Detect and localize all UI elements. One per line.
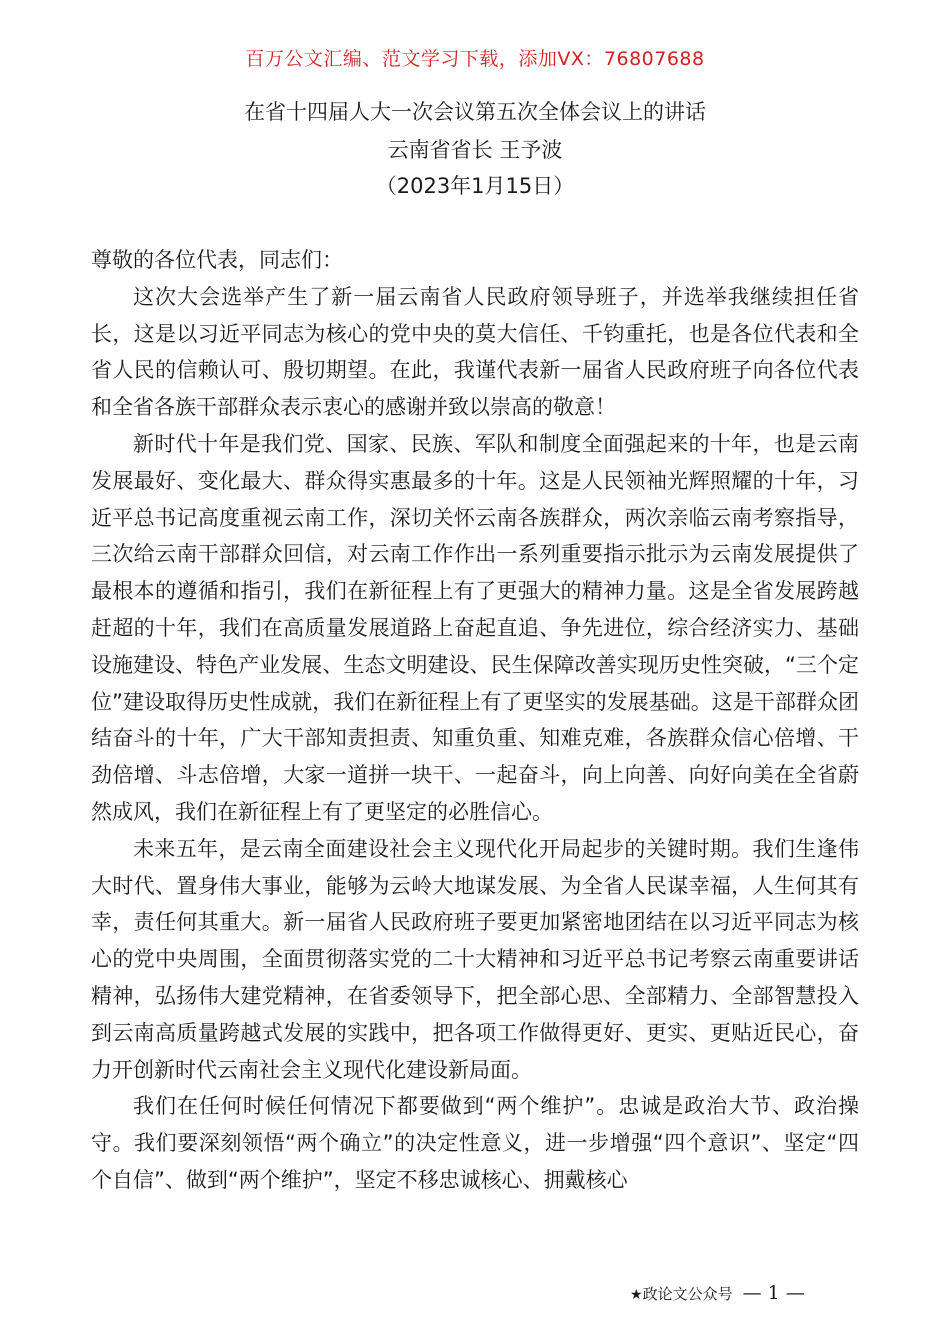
paragraph: 未来五年，是云南全面建设社会主义现代化开局起步的关键时期。我们生逢伟大时代、置身伟大事业，能够为云岭大地谋发展、为全省人民谋幸福，人生何其有幸，责任何其重大。新一届省人民政府班子要更加紧密地团结在以习近平同志为核心的党中央周围，全面贯彻落实党的二十大精神和习近平总书记考察云南重要讲话精神，弘扬伟大建党精神，在省委领导下，把全部心思、全部精力、全部智慧投入到云南高质量跨越式发展的实践中，把各项工作做得更好、更实、更贴近民心，奋力开创新时代云南社会主义现代化建设新局面。 [91,836,859,1082]
page-footer [630,1282,870,1304]
speaker-line: 云南省省长 王予波 [387,138,563,162]
paragraph: 我们在任何时候任何情况下都要做到“两个维护”。忠诚是政治大节、政治操守。我们要深刻领悟“两个确立”的决定性意义，进一步增强“四个意识”、坚定“四个自信”、做到“两个维护”，坚定不移忠诚核心、拥戴核心 [91,1094,859,1192]
paragraph: 这次大会选举产生了新一届云南省人民政府领导班子，并选举我继续担任省长，这是以习近平同志为核心的党中央的莫大信任、千钧重托，也是各位代表和全省人民的信赖认可、殷切期望。在此，我谨代表新一届省人民政府班子向各位代表和全省各族干部群众表示衷心的感谢并致以崇高的敬意！ [91,284,859,420]
star-icon: ★ [630,1287,643,1303]
salutation: 尊敬的各位代表，同志们： [91,248,343,272]
header-banner: 百万公文汇编、范文学习下载，添加VX：76807688 [245,48,705,70]
speech-title: 在省十四届人大一次会议第五次全体会议上的讲话 [244,100,706,124]
speech-body [91,242,859,1199]
speech-date: （2023年1月15日） [375,174,575,198]
page-number: — 1 — [742,1282,805,1304]
footer-source: 政论文公众号 [642,1285,733,1303]
paragraph: 新时代十年是我们党、国家、民族、军队和制度全面强起来的十年，也是云南发展最好、变化最大、群众得实惠最多的十年。这是人民领袖光辉照耀的十年，习近平总书记高度重视云南工作，深切关怀云南各族群众，两次亲临云南考察指导，三次给云南干部群众回信，对云南工作作出一系列重要指示批示为云南发展提供了最根本的遵循和指引，我们在新征程上有了更强大的精神力量。这是全省发展跨越赶超的十年，我们在高质量发展道路上奋起直追、争先进位，综合经济实力、基础设施建设、特色产业发展、生态文明建设、民生保障改善实现历史性突破，“三个定位”建设取得历史性成就，我们在新征程上有了更坚实的发展基础。这是干部群众团结奋斗的十年，广大干部知责担责、知重负重、知难克难，各族群众信心倍增、干劲倍增、斗志倍增，大家一道拼一块干、一起奋斗，向上向善、向好向美在全省蔚然成风，我们在新征程上有了更坚定的必胜信心。 [91,431,859,824]
